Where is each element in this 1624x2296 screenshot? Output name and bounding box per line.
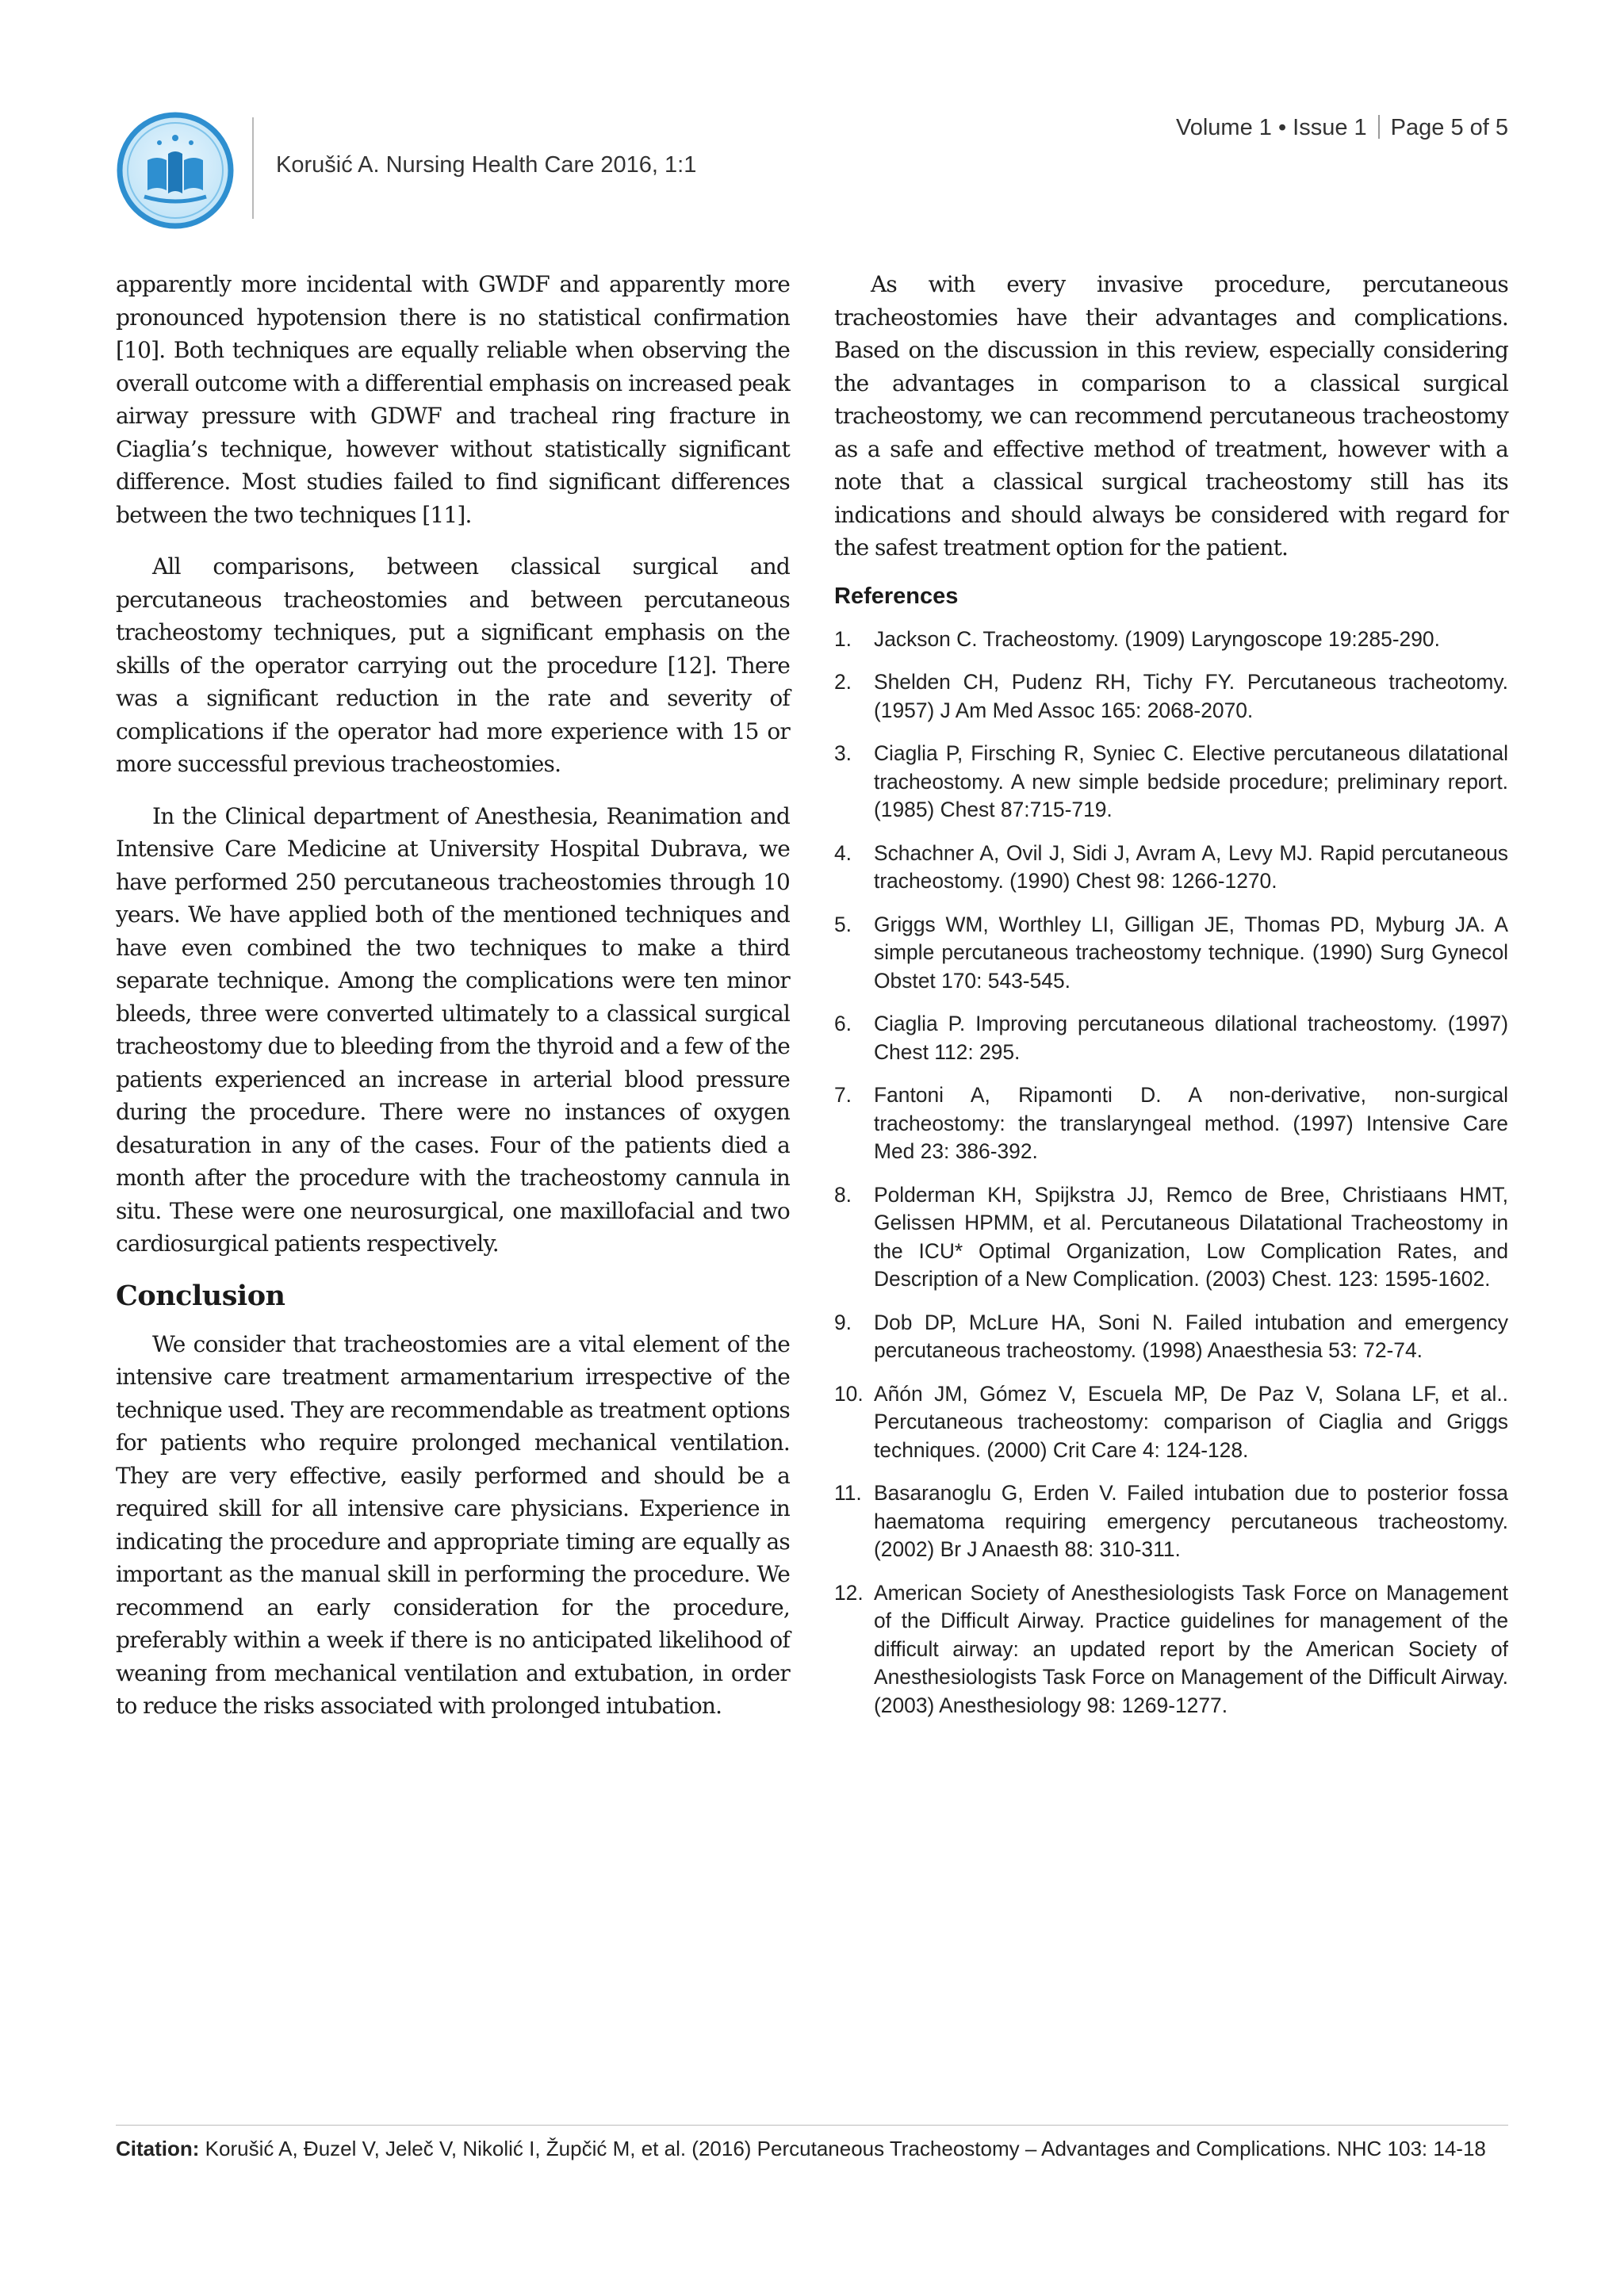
- reference-item: 12. American Society of Anesthesiologists Task Force on Management of the Difficult Airway. Practice guidelines for management of the difficult airway: an updated report by the American Society of Anesthesiologists Task Force on Management of the Difficult Airway. (2003) Anesthesiology 98: 1269-1277.: [834, 1580, 1508, 1717]
- page-number: Page 5 of 5: [1390, 115, 1508, 140]
- body-paragraph: In the Clinical department of Anesthesia, Reanimation and Intensive Care Medicine at University Hospital Dubrava, we have performed 250 percutaneous tracheostomies through 10 years. We have applied both of the mentioned techniques and have even combined the two techniques to make a third separate technique. Among the complications were ten minor bleeds, three were converted ultimately to a classical surgical tracheostomy due to bleeding from the thyroid and a few of the patients experienced an increase in arterial blood pressure during the procedure. There were no instances of oxygen desaturation in any of the cases. Four of the patients died a month after the procedure with the tracheostomy cannula in situ. These were one neurosurgical, one maxillofacial and two cardiosurgical patients respectively.: [116, 802, 790, 1257]
- journal-logo: [116, 111, 235, 230]
- body-paragraph: apparently more incidental with GWDF and apparently more pronounced hypotension there is no statistical confirmation [10]. Both techniques are equally reliable when observing the overall outcome with a differential emphasis on increased peak airway pressure with GDWF and tracheal ring fracture in Ciaglia’s technique, however without statistically significant difference. Most studies failed to find significant differences between the two techniques [11].: [116, 271, 790, 528]
- reference-item: 3. Ciaglia P, Firsching R, Syniec C. Elective percutaneous dilatational tracheostomy. A new simple bedside procedure; preliminary report. (1985) Chest 87:715-719.: [834, 741, 1508, 821]
- citation-text: Korušić A, Đuzel V, Jeleč V, Nikolić I, Župčić M, et al. (2016) Percutaneous Tracheostomy – Advantages and Complications. NHC 103: 14-18: [199, 2137, 1486, 2160]
- reference-item: 4. Schachner A, Ovil J, Sidi J, Avram A, Levy MJ. Rapid percutaneous tracheostomy. (1990) Chest 98: 1266-1270.: [834, 840, 1508, 893]
- conclusion-heading: Conclusion: [116, 1279, 285, 1312]
- reference-item: 9. Dob DP, McLure HA, Soni N. Failed intubation and emergency percutaneous tracheostomy. (1998) Anaesthesia 53: 72-74.: [834, 1310, 1508, 1362]
- header-divider: [252, 117, 254, 219]
- volume-issue: Volume 1 • Issue 1: [1175, 115, 1367, 140]
- references-list: [834, 626, 1508, 1720]
- reference-item: 6. Ciaglia P. Improving percutaneous dilational tracheostomy. (1997) Chest 112: 295.: [834, 1012, 1508, 1064]
- volume-issue-page: [1176, 115, 1508, 141]
- references-heading: References: [834, 583, 959, 609]
- left-column: [116, 268, 790, 1742]
- right-column: [834, 268, 1508, 1735]
- book-logo-icon: [116, 111, 235, 230]
- journal-citation-line: Korušić A. Nursing Health Care 2016, 1:1: [276, 152, 697, 178]
- body-paragraph: All comparisons, between classical surgical and percutaneous tracheostomies and between percutaneous tracheostomy techniques, put a significant emphasis on the skills of the operator carrying out the procedure [12]. There was a significant reduction in the rate and severity of complications if the operator had more experience with 15 or more successful previous tracheostomies.: [116, 553, 790, 777]
- volume-page-divider: [1378, 115, 1380, 139]
- reference-item: 8. Polderman KH, Spijkstra JJ, Remco de Bree, Christiaans HMT, Gelissen HPMM, et al. Percutaneous Dilatational Tracheostomy in the ICU* Optimal Organization, Low Complication Rates, and Description of a New Complication. (2003) Chest. 123: 1595-1602.: [834, 1182, 1508, 1291]
- footer-rule: [116, 2125, 1508, 2126]
- reference-item: 5. Griggs WM, Worthley LI, Gilligan JE, Thomas PD, Myburg JA. A simple percutaneous tracheostomy technique. (1990) Surg Gynecol Obstet 170: 543-545.: [834, 912, 1508, 993]
- reference-item: 2. Shelden CH, Pudenz RH, Tichy FY. Percutaneous tracheotomy. (1957) J Am Med Assoc 165: 2068-2070.: [834, 670, 1508, 722]
- reference-item: 11. Basaranoglu G, Erden V. Failed intubation due to posterior fossa haematoma requiring emergency percutaneous tracheostomy. (2002) Br J Anaesth 88: 310-311.: [834, 1481, 1508, 1561]
- conclusion-paragraph: We consider that tracheostomies are a vital element of the intensive care treatment armamentarium irrespective of the technique used. They are recommendable as treatment options for patients who require prolonged mechanical ventilation. They are very effective, easily performed and should be a required skill for all intensive care physicians. Experience in indicating the procedure and appropriate timing are equally as important as the manual skill in performing the procedure. We recommend an early consideration for the procedure, preferably within a week if there is no anticipated likelihood of weaning from mechanical ventilation and extubation, in order to reduce the risks associated with prolonged intubation.: [116, 1330, 790, 1719]
- reference-item: 7. Fantoni A, Ripamonti D. A non-derivative, non-surgical tracheostomy: the translaryngeal method. (1997) Intensive Care Med 23: 386-392.: [834, 1083, 1508, 1163]
- reference-item: 1. Jackson C. Tracheostomy. (1909) Laryngoscope 19:285-290.: [834, 626, 1440, 651]
- footer-citation: [116, 2137, 1511, 2161]
- body-paragraph: As with every invasive procedure, percutaneous tracheostomies have their advantages and complications. Based on the discussion in this review, especially considering the advantages in comparison to a classical surgical tracheostomy, we can recommend percutaneous tracheostomy as a safe and effective method of treatment, however with a note that a classical surgical tracheostomy still has its indications and should always be considered with regard for the safest treatment option for the patient.: [834, 271, 1508, 561]
- reference-item: 10. Añón JM, Gómez V, Escuela MP, De Paz V, Solana LF, et al.. Percutaneous tracheostomy: comparison of Ciaglia and Griggs techniques. (2000) Crit Care 4: 124-128.: [834, 1381, 1508, 1462]
- citation-label: Citation:: [116, 2137, 200, 2160]
